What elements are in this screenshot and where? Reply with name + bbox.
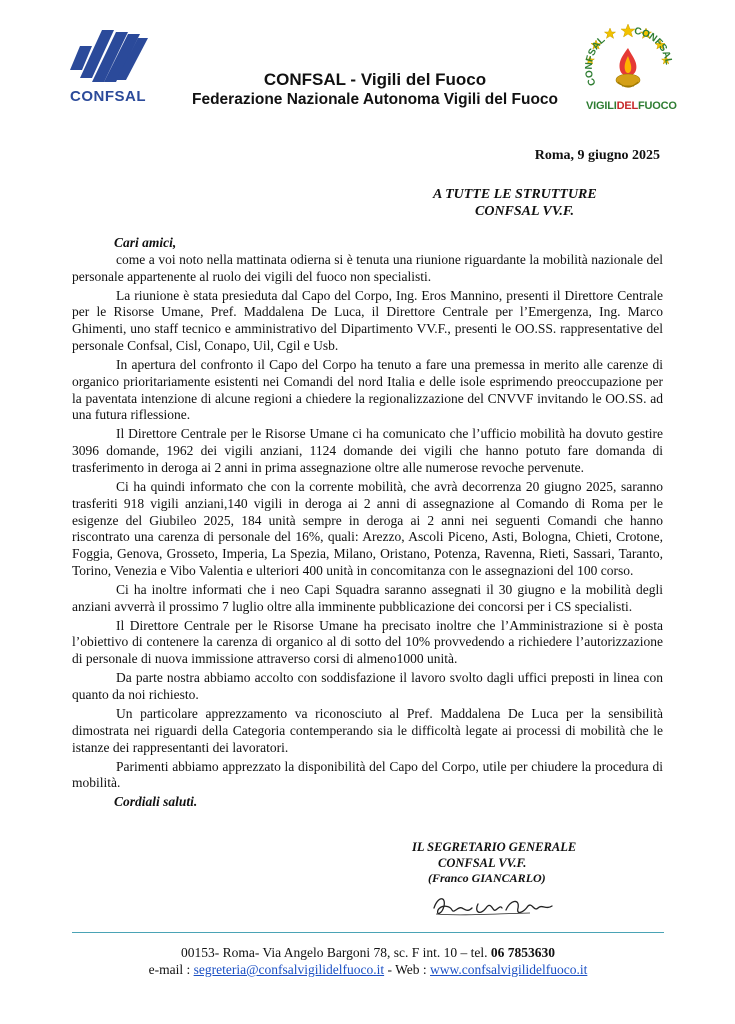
- paragraph: Il Direttore Centrale per le Risorse Umane ci ha comunicato che l’ufficio mobilità ha dovuto gestire 3096 domande, 1962 dei vigili anziani, 1124 domande dei vigili che hanno potuto fare domanda di trasferimento in deroga ai 2 anni in prima assegnazione oltre alle numerose revoche pervenute.: [72, 426, 663, 475]
- footer: [72, 944, 664, 978]
- signatory-role: IL SEGRETARIO GENERALE: [412, 840, 577, 854]
- paragraph: In apertura del confronto il Capo del Corpo ha tenuto a fare una premessa in merito alle carenze di organico prioritariamente esistenti nei Comandi del nord Italia e delle isole esprimendo preoccupazione per la paventata intenzione di alcune regioni a chiedere la regionalizzazione del CNVVF invitando le OO.SS. ad una futura riflessione.: [72, 356, 663, 423]
- recipient-block: [433, 186, 597, 220]
- footer-divider: [72, 932, 664, 933]
- organization-name: CONFSAL - Vigili del Fuoco: [263, 70, 487, 89]
- footer-address-line: [72, 944, 664, 961]
- logo-bottom-text: [586, 100, 677, 112]
- confsal-logo: [62, 26, 158, 106]
- website-link[interactable]: www.confsalvigilidelfuoco.it: [430, 962, 588, 977]
- paragraph: Un particolare apprezzamento va riconosciuto al Pref. Maddalena De Luca per la sensibilità dimostrata nei riguardi della Categoria contemperando sia le difficoltà legate ai processi di mobilità che le istanze dei rappresentanti dei lavoratori.: [72, 706, 663, 755]
- logo-word-del: DEL: [616, 100, 638, 112]
- svg-text:CONFSAL: CONFSAL: [633, 25, 674, 66]
- vigili-del-fuoco-logo: [582, 22, 677, 118]
- paragraph: Parimenti abbiamo apprezzato la disponibilità del Capo del Corpo, utile per chiudere la procedura di mobilità.: [72, 758, 663, 791]
- signatory-org: CONFSAL VV.F.: [438, 855, 527, 870]
- organization-fullname: Federazione Nazionale Autonoma Vigili del Fuoco: [191, 91, 559, 108]
- email-link[interactable]: segreteria@confsalvigilidelfuoco.it: [193, 962, 385, 977]
- greeting: Cari amici,: [114, 235, 177, 250]
- paragraph: Ci ha inoltre informati che i neo Capi Squadra saranno assegnati il 30 giugno e la mobilità degli anziani avverrà il prossimo 7 luglio oltre alla imminente pubblicazione dei concorsi per i CS specialisti.: [72, 581, 663, 614]
- closing: Cordiali saluti.: [114, 794, 198, 810]
- footer-contacts-line: [72, 961, 664, 978]
- paragraph: La riunione è stata presieduta dal Capo del Corpo, Ing. Eros Mannino, presenti il Direttore Centrale per le Risorse Umane, Pref. Maddalena De Luca, il Direttore Centrale per l’Emergenza, Ing. Marco Ghimenti, uno staff tecnico e amministrativo del Dipartimento VV.F., presenti le OO.SS. rappresentative del personale Confsal, Cisl, Conapo, Uil, Cgil e Usb.: [72, 287, 663, 353]
- letter-body: [72, 235, 663, 811]
- fire-emblem-icon: [582, 22, 674, 102]
- svg-text:CONFSAL: CONFSAL: [583, 34, 608, 88]
- logo-word-vigili: VIGILI: [586, 100, 617, 112]
- letter-date: Roma, 9 giugno 2025: [534, 148, 660, 163]
- email-label: e-mail :: [148, 962, 191, 977]
- paragraph: Da parte nostra abbiamo accolto con soddisfazione il lavoro svolto dagli uffici preposti in linea con quanto da noi richiesto.: [72, 670, 663, 703]
- paragraph: come a voi noto nella mattinata odierna si è tenuta una riunione riguardante la mobilità nazionale del personale appartenente al ruolo dei vigili del fuoco non specialisti.: [72, 251, 663, 284]
- signature-block: [412, 840, 612, 887]
- paragraph: Il Direttore Centrale per le Risorse Umane ha precisato inoltre che l’Amministrazione si è posta l’obiettivo di contenere la carenza di organico al di sotto del 10% provvedendo a richiedere l’autorizzazione di personale di nuova immissione attraverso corsi di almeno1000 unità.: [72, 617, 663, 667]
- recipient-line-2: CONFSAL VV.F.: [475, 204, 574, 219]
- web-label: - Web :: [387, 962, 427, 977]
- footer-phone: 06 7853630: [490, 945, 556, 960]
- signatory-name: (Franco GIANCARLO): [428, 871, 546, 885]
- recipient-line-1: A TUTTE LE STRUTTURE: [433, 187, 597, 202]
- confsal-wordmark: CONFSAL: [70, 88, 146, 105]
- footer-address: 00153- Roma- Via Angelo Bargoni 78, sc. F int. 10 – tel.: [180, 945, 488, 960]
- confsal-stripes-icon: [62, 26, 158, 88]
- handwritten-signature: [430, 886, 560, 922]
- paragraph: Ci ha quindi informato che con la corrente mobilità, che avrà decorrenza 20 giugno 2025, saranno trasferiti 918 vigili anziani,140 vigili in deroga ai 2 anni di assegnazione al Comando di Roma per le esigenze del Giubileo 2025, 184 unità sempre in deroga ai 2 anni nei seguenti Comandi che hanno riscontrato una carenza di personale del 16%, quali: Arezzo, Ascoli Piceno, Asti, Bologna, Chieti, Crotone, Foggia, Genova, Grosseto, Imperia, La Spezia, Milano, Oristano, Potenza, Ravenna, Rieti, Sassari, Taranto, Torino, Venezia e Vibo Valentia e ulteriori 400 unità in concomitanza con le assegnazioni del 100 corso.: [72, 478, 663, 578]
- logo-word-fuoco: FUOCO: [638, 100, 677, 112]
- letterhead-title: [160, 70, 590, 110]
